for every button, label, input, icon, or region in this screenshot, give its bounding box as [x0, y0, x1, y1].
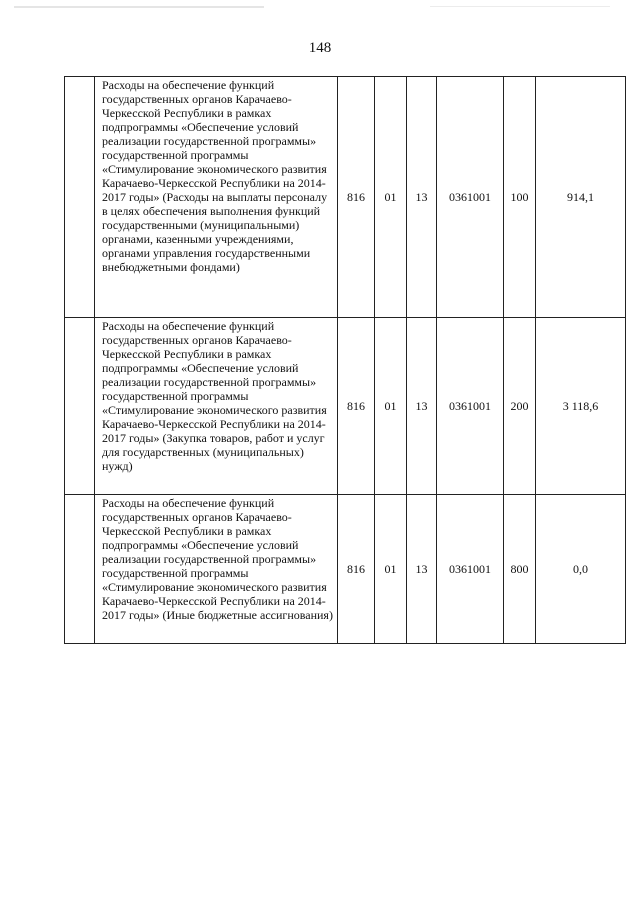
target-item-code: 0361001	[437, 318, 504, 495]
row-index-cell	[65, 77, 95, 318]
amount-value: 0,0	[536, 495, 626, 644]
row-index-cell	[65, 495, 95, 644]
target-item-code: 0361001	[437, 77, 504, 318]
page-number: 148	[308, 40, 332, 56]
subsection-code: 13	[407, 77, 437, 318]
table-row	[65, 495, 626, 644]
table-row	[65, 77, 626, 318]
subsection-code: 13	[407, 318, 437, 495]
amount-value: 914,1	[536, 77, 626, 318]
table-row	[65, 318, 626, 495]
expense-description: Расходы на обеспечение функций государственных органов Карачаево-Черкесской Республики в рамках подпрограммы «Обеспечение условий реализации государственной программы» государственной программы «Стимулирование экономического развития Карачаево-Черкесской Республики на 2014-2017 годы» (Закупка товаров, работ и услуг для государственных (муниципальных) нужд)	[95, 318, 338, 495]
admin-code: 816	[338, 318, 375, 495]
admin-code: 816	[338, 495, 375, 644]
scan-artifact-top-right	[430, 6, 610, 7]
expense-description: Расходы на обеспечение функций государственных органов Карачаево-Черкесской Республики в рамках подпрограммы «Обеспечение условий реализации государственной программы» государственной программы «Стимулирование экономического развития Карачаево-Черкесской Республики на 2014-2017 годы» (Иные бюджетные ассигнования)	[95, 495, 338, 644]
amount-value: 3 118,6	[536, 318, 626, 495]
budget-table	[64, 76, 626, 644]
scan-artifact-top-left	[14, 6, 264, 8]
expense-type-code: 800	[504, 495, 536, 644]
target-item-code: 0361001	[437, 495, 504, 644]
subsection-code: 13	[407, 495, 437, 644]
expense-type-code: 100	[504, 77, 536, 318]
row-index-cell	[65, 318, 95, 495]
expense-description: Расходы на обеспечение функций государственных органов Карачаево-Черкесской Республики в рамках подпрограммы «Обеспечение условий реализации государственной программы» государственной программы «Стимулирование экономического развития Карачаево-Черкесской Республики на 2014-2017 годы» (Расходы на выплаты персоналу в целях обеспечения выполнения функций государственными (муниципальными) органами, казенными учреждениями, органами управления государственными внебюджетными фондами)	[95, 77, 338, 318]
section-code: 01	[375, 318, 407, 495]
expense-type-code: 200	[504, 318, 536, 495]
section-code: 01	[375, 77, 407, 318]
admin-code: 816	[338, 77, 375, 318]
section-code: 01	[375, 495, 407, 644]
